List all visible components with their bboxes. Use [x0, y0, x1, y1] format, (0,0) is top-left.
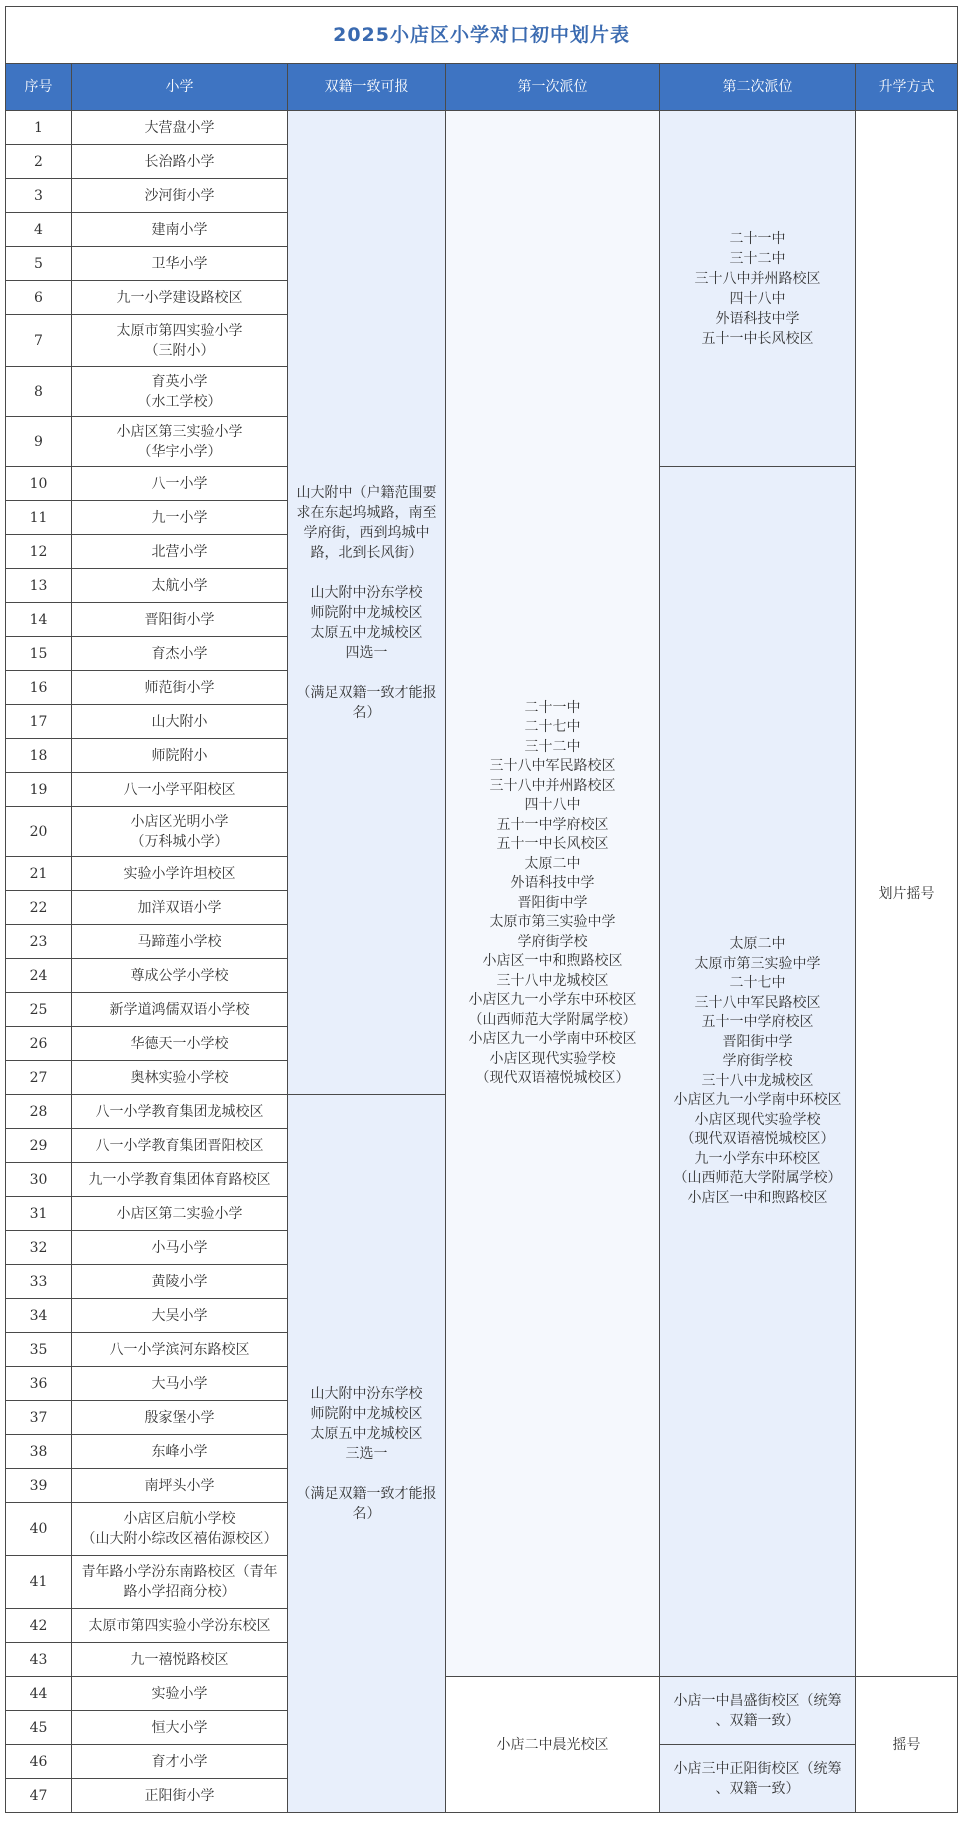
primary-school-name: 正阳街小学 — [72, 1779, 288, 1813]
primary-school-name: 卫华小学 — [72, 247, 288, 281]
row-number: 34 — [6, 1299, 72, 1333]
primary-school-name: 大吴小学 — [72, 1299, 288, 1333]
dual-registration-group-b: 山大附中汾东学校 师院附中龙城校区 太原五中龙城校区 三选一 （满足双籍一致才能报 名） — [288, 1095, 446, 1813]
dual-registration-group-a: 山大附中（户籍范围要 求在东起坞城路，南至 学府街，西到坞城中 路，北到长风街） 山大附中汾东学校 师院附中龙城校区 太原五中龙城校区 四选一 （满足双籍一致才能报 名） — [288, 111, 446, 1095]
row-number: 37 — [6, 1401, 72, 1435]
row-number: 14 — [6, 603, 72, 637]
primary-school-name: 九一小学教育集团体育路校区 — [72, 1163, 288, 1197]
row-number: 3 — [6, 179, 72, 213]
row-number: 4 — [6, 213, 72, 247]
primary-school-name: 九一禧悦路校区 — [72, 1643, 288, 1677]
primary-school-name: 小店区第三实验小学 （华宇小学） — [72, 417, 288, 467]
primary-school-name: 小店区光明小学 （万科城小学） — [72, 807, 288, 857]
primary-school-name: 建南小学 — [72, 213, 288, 247]
primary-school-name: 长治路小学 — [72, 145, 288, 179]
row-number: 21 — [6, 857, 72, 891]
primary-school-name: 八一小学平阳校区 — [72, 773, 288, 807]
header-method: 升学方式 — [856, 64, 958, 111]
row-number: 46 — [6, 1745, 72, 1779]
second-allocation-group-a: 二十一中 三十二中 三十八中并州路校区 四十八中 外语科技中学 五十一中长风校区 — [660, 111, 856, 467]
row-number: 7 — [6, 315, 72, 367]
row-number: 26 — [6, 1027, 72, 1061]
header-no: 序号 — [6, 64, 72, 111]
primary-school-name: 八一小学教育集团晋阳校区 — [72, 1129, 288, 1163]
primary-school-name: 晋阳街小学 — [72, 603, 288, 637]
primary-school-name: 九一小学 — [72, 501, 288, 535]
row-number: 2 — [6, 145, 72, 179]
first-allocation-group-b: 小店二中晨光校区 — [446, 1677, 660, 1813]
row-number: 44 — [6, 1677, 72, 1711]
row-number: 33 — [6, 1265, 72, 1299]
primary-school-name: 小店区第二实验小学 — [72, 1197, 288, 1231]
row-number: 41 — [6, 1556, 72, 1609]
row-number: 8 — [6, 367, 72, 417]
primary-school-name: 小店区启航小学校 （山大附小综改区禧佑源校区） — [72, 1503, 288, 1556]
row-number: 24 — [6, 959, 72, 993]
row-number: 1 — [6, 111, 72, 145]
primary-school-name: 马蹄莲小学校 — [72, 925, 288, 959]
primary-school-name: 青年路小学汾东南路校区（青年 路小学招商分校） — [72, 1556, 288, 1609]
row-number: 42 — [6, 1609, 72, 1643]
row-number: 27 — [6, 1061, 72, 1095]
header-school: 小学 — [72, 64, 288, 111]
primary-school-name: 大马小学 — [72, 1367, 288, 1401]
primary-school-name: 八一小学 — [72, 467, 288, 501]
header-row — [6, 64, 958, 111]
row-number: 45 — [6, 1711, 72, 1745]
row-number: 17 — [6, 705, 72, 739]
header-second: 第二次派位 — [660, 64, 856, 111]
row-number: 5 — [6, 247, 72, 281]
row-number: 25 — [6, 993, 72, 1027]
row-number: 32 — [6, 1231, 72, 1265]
primary-school-name: 太原市第四实验小学汾东校区 — [72, 1609, 288, 1643]
row-number: 31 — [6, 1197, 72, 1231]
table-row — [6, 1677, 958, 1711]
district-table-page — [5, 6, 957, 1813]
primary-school-name: 小马小学 — [72, 1231, 288, 1265]
row-number: 29 — [6, 1129, 72, 1163]
primary-school-name: 八一小学教育集团龙城校区 — [72, 1095, 288, 1129]
row-number: 22 — [6, 891, 72, 925]
header-dual: 双籍一致可报 — [288, 64, 446, 111]
row-number: 15 — [6, 637, 72, 671]
primary-school-name: 华德天一小学校 — [72, 1027, 288, 1061]
primary-school-name: 师范街小学 — [72, 671, 288, 705]
primary-school-name: 九一小学建设路校区 — [72, 281, 288, 315]
primary-school-name: 殷家堡小学 — [72, 1401, 288, 1435]
primary-school-name: 东峰小学 — [72, 1435, 288, 1469]
row-number: 13 — [6, 569, 72, 603]
row-number: 43 — [6, 1643, 72, 1677]
primary-school-name: 恒大小学 — [72, 1711, 288, 1745]
admission-method-b: 摇号 — [856, 1677, 958, 1813]
primary-school-name: 沙河街小学 — [72, 179, 288, 213]
row-number: 12 — [6, 535, 72, 569]
primary-school-name: 黄陵小学 — [72, 1265, 288, 1299]
row-number: 47 — [6, 1779, 72, 1813]
primary-school-name: 北营小学 — [72, 535, 288, 569]
primary-school-name: 大营盘小学 — [72, 111, 288, 145]
row-number: 10 — [6, 467, 72, 501]
primary-school-name: 八一小学滨河东路校区 — [72, 1333, 288, 1367]
row-number: 40 — [6, 1503, 72, 1556]
primary-school-name: 山大附小 — [72, 705, 288, 739]
primary-school-name: 奥林实验小学校 — [72, 1061, 288, 1095]
second-allocation-group-c: 小店一中昌盛街校区（统筹 、双籍一致） — [660, 1677, 856, 1745]
table-row — [6, 111, 958, 145]
row-number: 23 — [6, 925, 72, 959]
row-number: 16 — [6, 671, 72, 705]
primary-school-name: 育杰小学 — [72, 637, 288, 671]
primary-school-name: 育才小学 — [72, 1745, 288, 1779]
row-number: 11 — [6, 501, 72, 535]
first-allocation-group-a: 二十一中 二十七中 三十二中 三十八中军民路校区 三十八中并州路校区 四十八中 五十一中学府校区 五十一中长风校区 太原二中 外语科技中学 晋阳街中学 太原市第三实验中学 学府街学校 小店区一中和煦路校区 三十八中龙城校区 小店区九一小学东中环校区 （山西师范大学附属学校） 小店区九一小学南中环校区 小店区现代实验学校 （现代双语禧悦城校区） — [446, 111, 660, 1677]
row-number: 39 — [6, 1469, 72, 1503]
row-number: 9 — [6, 417, 72, 467]
header-first: 第一次派位 — [446, 64, 660, 111]
row-number: 19 — [6, 773, 72, 807]
primary-school-name: 南坪头小学 — [72, 1469, 288, 1503]
second-allocation-group-d: 小店三中正阳街校区（统筹 、双籍一致） — [660, 1745, 856, 1813]
primary-school-name: 实验小学许坦校区 — [72, 857, 288, 891]
primary-school-name: 新学道鸿儒双语小学校 — [72, 993, 288, 1027]
row-number: 18 — [6, 739, 72, 773]
table-title: 2025小店区小学对口初中划片表 — [6, 7, 958, 64]
row-number: 38 — [6, 1435, 72, 1469]
primary-school-name: 加洋双语小学 — [72, 891, 288, 925]
row-number: 20 — [6, 807, 72, 857]
primary-school-name: 育英小学 （水工学校） — [72, 367, 288, 417]
second-allocation-group-b: 太原二中 太原市第三实验中学 二十七中 三十八中军民路校区 五十一中学府校区 晋阳街中学 学府街学校 三十八中龙城校区 小店区九一小学南中环校区 小店区现代实验学校 （现代双语禧悦城校区） 九一小学东中环校区 （山西师范大学附属学校） 小店区一中和煦路校区 — [660, 467, 856, 1677]
primary-school-name: 太航小学 — [72, 569, 288, 603]
row-number: 6 — [6, 281, 72, 315]
primary-school-name: 师院附小 — [72, 739, 288, 773]
row-number: 35 — [6, 1333, 72, 1367]
primary-school-name: 太原市第四实验小学 （三附小） — [72, 315, 288, 367]
row-number: 28 — [6, 1095, 72, 1129]
row-number: 30 — [6, 1163, 72, 1197]
row-number: 36 — [6, 1367, 72, 1401]
allocation-table — [5, 6, 958, 1813]
primary-school-name: 尊成公学小学校 — [72, 959, 288, 993]
primary-school-name: 实验小学 — [72, 1677, 288, 1711]
admission-method-a: 划片摇号 — [856, 111, 958, 1677]
